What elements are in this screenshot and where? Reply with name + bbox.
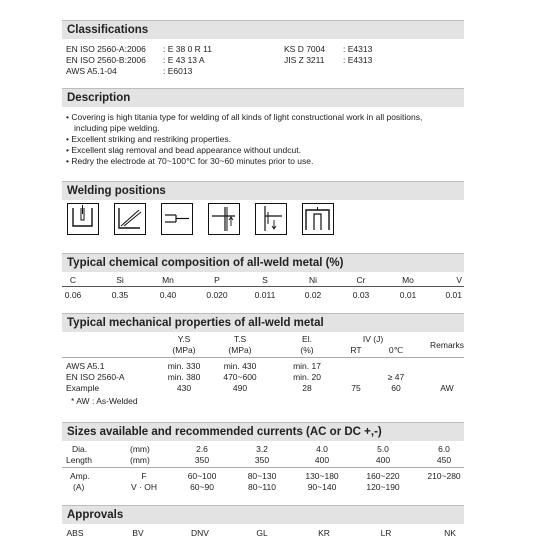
size-length: 400: [314, 455, 330, 465]
mechanical-header: Typical mechanical properties of all-weld metal: [62, 313, 464, 332]
class-std-4: KS D 7004: [284, 44, 326, 54]
vertical-down-icon: [255, 203, 287, 235]
size-length-label: Length: [66, 455, 92, 465]
mech-ys-unit: (MPa): [172, 345, 196, 355]
approval-nk: NK: [444, 528, 456, 538]
horizontal-fillet-icon: [114, 203, 146, 235]
approval-bv: BV: [132, 528, 144, 538]
size-length: 350: [254, 455, 270, 465]
class-std-3: AWS A5.1-04: [66, 66, 117, 76]
chem-value-mn: 0.40: [159, 290, 177, 300]
size-dia: 6.0: [438, 444, 450, 454]
size-amp-f: 130~180: [305, 471, 339, 481]
mech-rt-header: RT: [350, 345, 362, 355]
approval-dnv: DNV: [191, 528, 209, 538]
size-length: 400: [375, 455, 391, 465]
mech-ts-unit: (MPa): [228, 345, 252, 355]
voh-label: V · OH: [131, 482, 157, 492]
mech-row-ts: min. 430: [223, 361, 257, 371]
mech-zero-header: 0℃: [388, 345, 404, 355]
horizontal-butt-icon: [161, 203, 193, 235]
mech-row-label: EN ISO 2560-A: [66, 372, 125, 382]
chem-value-p: 0.020: [206, 290, 228, 300]
mech-row-ys: min. 380: [167, 372, 201, 382]
chem-value-mo: 0.01: [399, 290, 417, 300]
desc-line-2: including pipe welding.: [74, 123, 160, 133]
overhead-icon: [302, 203, 334, 235]
chem-element-cr: Cr: [356, 275, 366, 285]
chem-value-c: 0.06: [64, 290, 82, 300]
mech-row-el: min. 20: [293, 372, 321, 382]
class-std-1: EN ISO 2560-A:2006: [66, 44, 146, 54]
chem-value-ni: 0.02: [304, 290, 322, 300]
mech-row-remarks: AW: [440, 383, 454, 393]
size-amp-f: 160~220: [366, 471, 400, 481]
size-dia: 4.0: [316, 444, 328, 454]
chemical-divider: [62, 286, 464, 287]
size-divider: [62, 467, 464, 468]
class-std-2: EN ISO 2560-B:2006: [66, 55, 146, 65]
chem-value-cr: 0.03: [352, 290, 370, 300]
amp-unit-label: (A): [73, 482, 85, 492]
chem-element-p: P: [214, 275, 220, 285]
sizes-header: Sizes available and recommended currents (AC or DC +,-): [62, 422, 464, 441]
size-amp-f: 210~280: [427, 471, 461, 481]
size-amp-voh: 80~110: [248, 482, 276, 492]
mech-row-el: min. 17: [293, 361, 321, 371]
mech-row-el: 28: [302, 383, 312, 393]
mech-row-zero: 60: [391, 383, 401, 393]
chem-element-s: S: [262, 275, 268, 285]
chem-element-si: Si: [116, 275, 124, 285]
mech-row-ts: 490: [232, 383, 248, 393]
mech-remarks-header: Remarks: [429, 340, 465, 350]
desc-line-4: • Excellent slag removal and bead appearance without undcut.: [66, 145, 301, 155]
approval-gl: GL: [256, 528, 268, 538]
class-std-5: JIS Z 3211: [284, 55, 325, 65]
size-unit-1: (mm): [130, 444, 150, 454]
mech-el-header: El.: [302, 334, 312, 344]
size-amp-voh: 90~140: [307, 482, 337, 492]
chemical-header: Typical chemical composition of all-weld metal (%): [62, 253, 464, 272]
size-amp-f: 80~130: [247, 471, 277, 481]
mech-ys-header: Y.S: [177, 334, 191, 344]
mech-note: * AW : As-Welded: [71, 396, 138, 406]
chem-value-v: 0.01: [445, 290, 462, 300]
desc-line-5: • Redry the electrode at 70~100℃ for 30~60 minutes prior to use.: [66, 156, 314, 166]
mech-row-ys: 430: [176, 383, 192, 393]
approval-lr: LR: [380, 528, 392, 538]
size-dia: 2.6: [196, 444, 208, 454]
chem-value-s: 0.011: [254, 290, 276, 300]
class-val-1: : E 38 0 R 11: [163, 44, 212, 54]
size-dia-label: Dia.: [72, 444, 88, 454]
mech-el-unit: (%): [300, 345, 314, 355]
class-val-5: : E4313: [343, 55, 373, 65]
approvals-header: Approvals: [62, 505, 464, 524]
class-val-2: : E 43 13 A: [163, 55, 205, 65]
approval-abs: ABS: [66, 528, 84, 538]
f-label: F: [141, 471, 147, 481]
mech-header-divider: [62, 357, 464, 358]
vertical-up-icon: [208, 203, 240, 235]
mech-row-ts: 470~600: [223, 372, 257, 382]
chem-element-ni: Ni: [308, 275, 318, 285]
desc-line-1: • Covering is high titania type for welding of all kinds of light constructional work in all positions,: [66, 112, 423, 122]
size-amp-voh: 60~90: [190, 482, 214, 492]
class-val-4: : E4313: [343, 44, 373, 54]
size-dia: 3.2: [256, 444, 268, 454]
mech-row-zero: ≥ 47: [387, 372, 405, 382]
chem-element-c: C: [69, 275, 77, 285]
description-header: Description: [62, 88, 464, 107]
chem-element-mn: Mn: [162, 275, 174, 285]
desc-line-3: • Excellent striking and restriking properties.: [66, 134, 232, 144]
chem-element-mo: Mo: [402, 275, 414, 285]
mech-row-ys: min. 330: [167, 361, 201, 371]
size-length: 450: [436, 455, 452, 465]
size-amp-voh: 120~190: [366, 482, 400, 492]
approval-kr: KR: [318, 528, 330, 538]
mech-row-rt: 75: [351, 383, 361, 393]
amp-label: Amp.: [70, 471, 90, 481]
classifications-header: Classifications: [62, 20, 464, 39]
mech-iv-header: IV (J): [362, 334, 384, 344]
flat-fillet-icon: [67, 203, 99, 235]
size-dia: 5.0: [377, 444, 389, 454]
chem-value-si: 0.35: [111, 290, 129, 300]
chem-element-v: V: [456, 275, 462, 285]
size-unit-2: (mm): [130, 455, 150, 465]
size-amp-f: 60~100: [187, 471, 217, 481]
mech-row-label: AWS A5.1: [66, 361, 105, 371]
class-val-3: : E6013: [163, 66, 193, 76]
mech-ts-header: T.S: [233, 334, 247, 344]
welding-positions-header: Welding positions: [62, 181, 464, 200]
mech-row-label: Example: [66, 383, 100, 393]
size-length: 350: [194, 455, 210, 465]
